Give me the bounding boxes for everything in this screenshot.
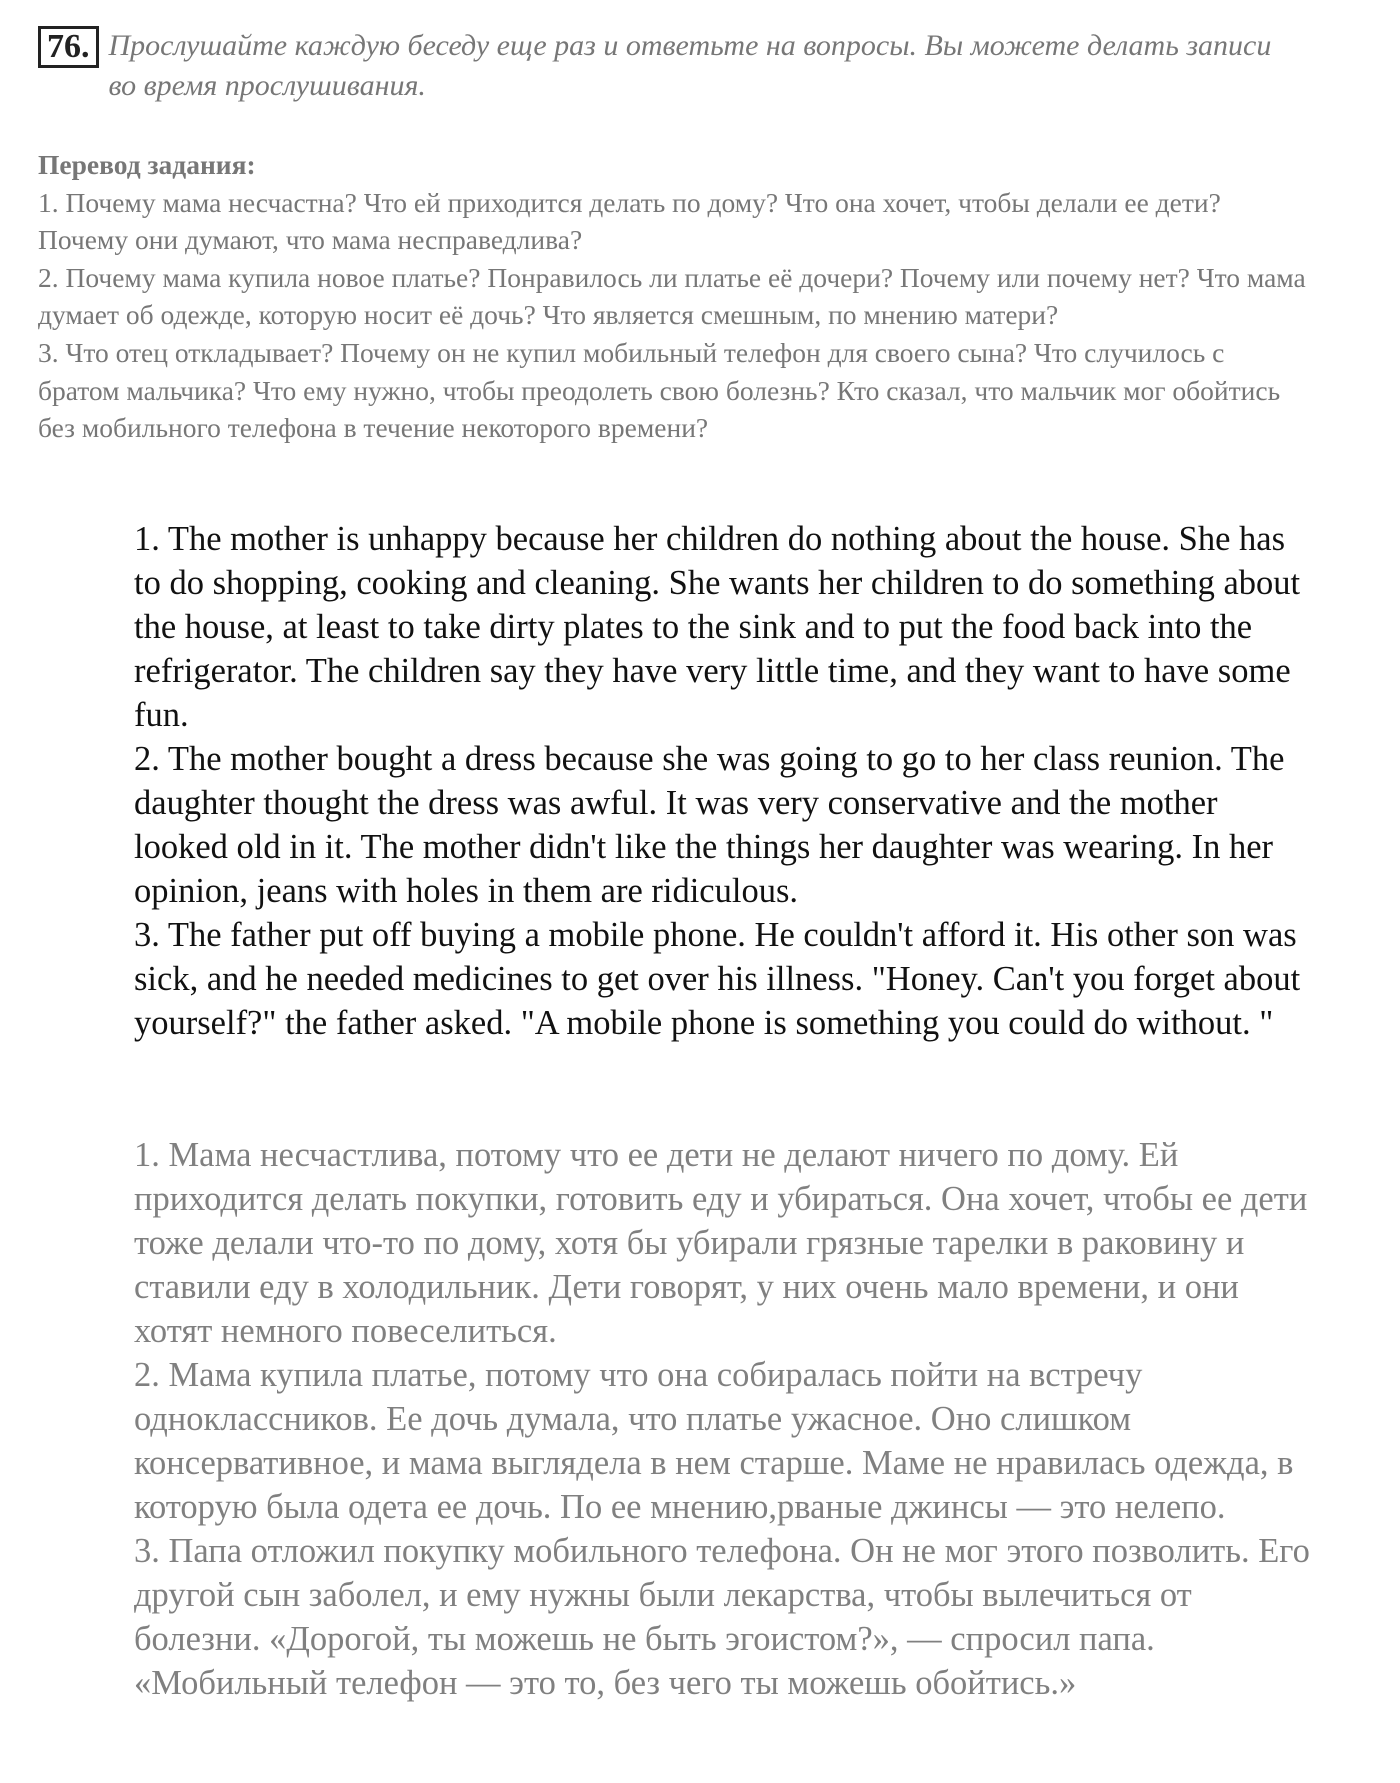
translation-question-1: 1. Почему мама несчастна? Что ей приходится делать по дому? Что она хочет, чтобы делали ее дети? Почему они думают, что мама несправедлива? [38, 186, 1221, 256]
translation-question-3: 3. Что отец откладывает? Почему он не купил мобильный телефон для своего сына? Что случилось с братом мальчика? Что ему нужно, чтобы преодолеть свою болезнь? Кто сказал, что мальчик мог обойтись без мобильного телефона в течение некоторого времени? [38, 336, 1281, 444]
task-number-box: 76. [38, 26, 99, 68]
translation-heading: Перевод задания: [38, 149, 256, 180]
task-instruction: Прослушайте каждую беседу еще раз и ответьте на вопросы. Вы можете делать записи во время прослушивания. [108, 29, 1272, 102]
answer-en-3: 3. The father put off buying a mobile phone. He couldn't afford it. His other son was sick, and he needed medicines to get over his illness. "Honey. Can't you forget about yourself?" the father asked. "A mobile phone is something you could do without. " [134, 916, 1301, 1042]
answers-english [134, 517, 1319, 1045]
translation-question-2: 2. Почему мама купила новое платье? Понравилось ли платье её дочери? Почему или почему нет? Что мама думает об одежде, которую носит её дочь? Что является смешным, по мнению матери? [38, 261, 1306, 331]
answer-ru-3: 3. Папа отложил покупку мобильного телефона. Он не мог этого позволить. Его другой сын заболел, и ему нужны были лекарства, чтобы вылечиться от болезни. «Дорогой, ты можешь не быть эгоистом?», — спросил папа. «Мобильный телефон — это то, без чего ты можешь обойтись.» [134, 1532, 1310, 1702]
answer-ru-1: 1. Мама несчастлива, потому что ее дети не делают ничего по дому. Ей приходится делать покупки, готовить еду и убираться. Она хочет, чтобы ее дети тоже делали что-то по дому, хотя бы убирали грязные тарелки в раковину и ставили еду в холодильник. Дети говорят, у них очень мало времени, и они хотят немного повеселиться. [134, 1136, 1308, 1350]
answer-en-2: 2. The mother bought a dress because she was going to go to her class reunion. The daughter thought the dress was awful. It was very conservative and the mother looked old in it. The mother didn't like the things her daughter was wearing. In her opinion, jeans with holes in them are ridiculous. [134, 740, 1285, 910]
answer-ru-2: 2. Мама купила платье, потому что она собиралась пойти на встречу одноклассников. Ее дочь думала, что платье ужасное. Оно слишком консервативное, и мама выглядела в нем старше. Маме не нравилась одежда, в которую была одета ее дочь. По ее мнению,рваные джинсы — это нелепо. [134, 1356, 1294, 1526]
task-translation [38, 146, 1308, 447]
answers-russian [134, 1133, 1319, 1705]
task-header [38, 26, 1288, 106]
answer-en-1: 1. The mother is unhappy because her children do nothing about the house. She has to do shopping, cooking and cleaning. She wants her children to do something about the house, at least to take dirty plates to the sink and to put the food back into the refrigerator. The children say they have very little time, and they want to have some fun. [134, 520, 1301, 734]
